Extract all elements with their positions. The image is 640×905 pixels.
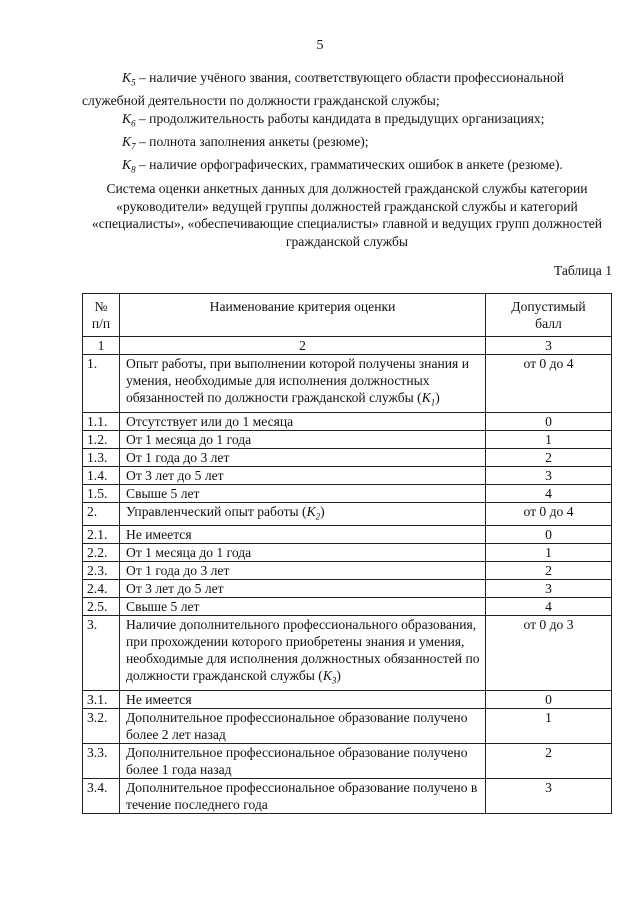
row-criterion: Дополнительное профессиональное образование получено более 1 года назад (120, 744, 486, 779)
row-score: 2 (486, 562, 612, 580)
row-criterion: От 1 месяца до 1 года (120, 430, 486, 448)
definition-item (82, 156, 612, 179)
row-number: 2.4. (83, 580, 120, 598)
definition-text: – продолжительность работы кандидата в предыдущих организациях; (135, 110, 545, 126)
table-row (83, 709, 612, 744)
coefficient-symbol: $K_3$ (322, 668, 337, 687)
table-header-row (83, 294, 612, 337)
table-label: Таблица 1 (553, 263, 612, 278)
row-score: 0 (486, 691, 612, 709)
row-number: 3.3. (83, 744, 120, 779)
row-number: 1.3. (83, 448, 120, 466)
table-row (83, 779, 612, 814)
coefficient-symbol: $K_2$ (306, 503, 321, 522)
row-score: 2 (486, 448, 612, 466)
definition-text: – наличие учёного звания, соответствующего области профессиональной служебной деятельности по должности гражданской службы; (82, 70, 565, 109)
row-criterion: Дополнительное профессиональное образование получено более 2 лет назад (120, 709, 486, 744)
row-number: 2. (83, 502, 120, 526)
table-row (83, 744, 612, 779)
table-row (83, 562, 612, 580)
index-cell-3: 3 (486, 337, 612, 355)
row-criterion: Не имеется (120, 691, 486, 709)
table-index-row (83, 337, 612, 355)
row-score: 1 (486, 430, 612, 448)
table-row (83, 691, 612, 709)
row-criterion: Отсутствует или до 1 месяца (120, 412, 486, 430)
row-criterion: Наличие дополнительного профессионального образования, при прохождении которого приобретены знания и умения, необходимые для исполнения должностных обязанностей по должности гражданской службы $(K_3)$ (120, 616, 486, 691)
row-criterion: Управленческий опыт работы $(K_2)$ (120, 502, 486, 526)
row-number: 1.2. (83, 430, 120, 448)
row-number: 3.4. (83, 779, 120, 814)
row-number: 3.2. (83, 709, 120, 744)
row-criterion: Свыше 5 лет (120, 484, 486, 502)
row-number: 3. (83, 616, 120, 691)
table-row (83, 580, 612, 598)
row-number: 2.3. (83, 562, 120, 580)
table-row (83, 598, 612, 616)
row-score: от 0 до 4 (486, 502, 612, 526)
index-cell-2: 2 (120, 337, 486, 355)
row-score: 4 (486, 598, 612, 616)
definition-text: – полнота заполнения анкеты (резюме); (135, 133, 369, 149)
table-row (83, 448, 612, 466)
row-number: 2.5. (83, 598, 120, 616)
row-score: 3 (486, 580, 612, 598)
row-criterion: Дополнительное профессиональное образование получено в течение последнего года (120, 779, 486, 814)
header-number: № п/п (83, 294, 120, 337)
row-number: 2.1. (83, 526, 120, 544)
row-score: 0 (486, 526, 612, 544)
table-caption: Система оценки анкетных данных для должностей гражданской службы категории «руководители» ведущей группы должностей гражданской службы и категорий «специалисты», «обеспечивающие специалисты» главной и ведущих групп должностей гражданской службы (91, 181, 603, 249)
header-score: Допустимый балл (486, 294, 612, 337)
row-criterion: Свыше 5 лет (120, 598, 486, 616)
row-number: 2.2. (83, 544, 120, 562)
table-row (83, 616, 612, 691)
row-criterion: От 1 года до 3 лет (120, 562, 486, 580)
index-cell-1: 1 (83, 337, 120, 355)
page-number: 5 (316, 38, 324, 53)
row-score: 4 (486, 484, 612, 502)
definition-item (82, 133, 612, 156)
row-score: 3 (486, 466, 612, 484)
coefficient-symbol: $K_1$ (421, 390, 436, 408)
row-score: 3 (486, 779, 612, 814)
table-row (83, 412, 612, 430)
coefficient-symbol: $K_8$ (122, 157, 136, 175)
definitions-list (82, 69, 612, 179)
row-score: от 0 до 3 (486, 616, 612, 691)
table-row (83, 526, 612, 544)
coefficient-symbol: $K_6$ (122, 110, 136, 129)
table-body (83, 355, 612, 814)
table-row (83, 502, 612, 526)
row-number: 1.5. (83, 484, 120, 502)
row-criterion: От 1 месяца до 1 года (120, 544, 486, 562)
row-score: от 0 до 4 (486, 355, 612, 413)
row-number: 3.1. (83, 691, 120, 709)
header-criterion: Наименование критерия оценки (120, 294, 486, 337)
row-criterion: От 1 года до 3 лет (120, 448, 486, 466)
table-row (83, 484, 612, 502)
row-criterion: От 3 лет до 5 лет (120, 466, 486, 484)
coefficient-symbol: $K_5$ (122, 70, 136, 88)
table-row (83, 430, 612, 448)
row-criterion: Не имеется (120, 526, 486, 544)
coefficient-symbol: $K_7$ (122, 133, 136, 152)
table-row (83, 466, 612, 484)
row-score: 1 (486, 544, 612, 562)
table-row (83, 544, 612, 562)
criteria-table (82, 293, 612, 814)
row-criterion: От 3 лет до 5 лет (120, 580, 486, 598)
definition-item (82, 69, 612, 110)
row-score: 1 (486, 709, 612, 744)
row-number: 1.1. (83, 412, 120, 430)
row-number: 1. (83, 355, 120, 413)
definition-item (82, 110, 612, 133)
row-score: 0 (486, 412, 612, 430)
row-criterion: Опыт работы, при выполнении которой получены знания и умения, необходимые для исполнения должностных обязанностей по должности гражданской службы $(K_1)$ (120, 355, 486, 413)
definition-text: – наличие орфографических, грамматических ошибок в анкете (резюме). (135, 157, 563, 173)
row-number: 1.4. (83, 466, 120, 484)
row-score: 2 (486, 744, 612, 779)
table-row (83, 355, 612, 413)
